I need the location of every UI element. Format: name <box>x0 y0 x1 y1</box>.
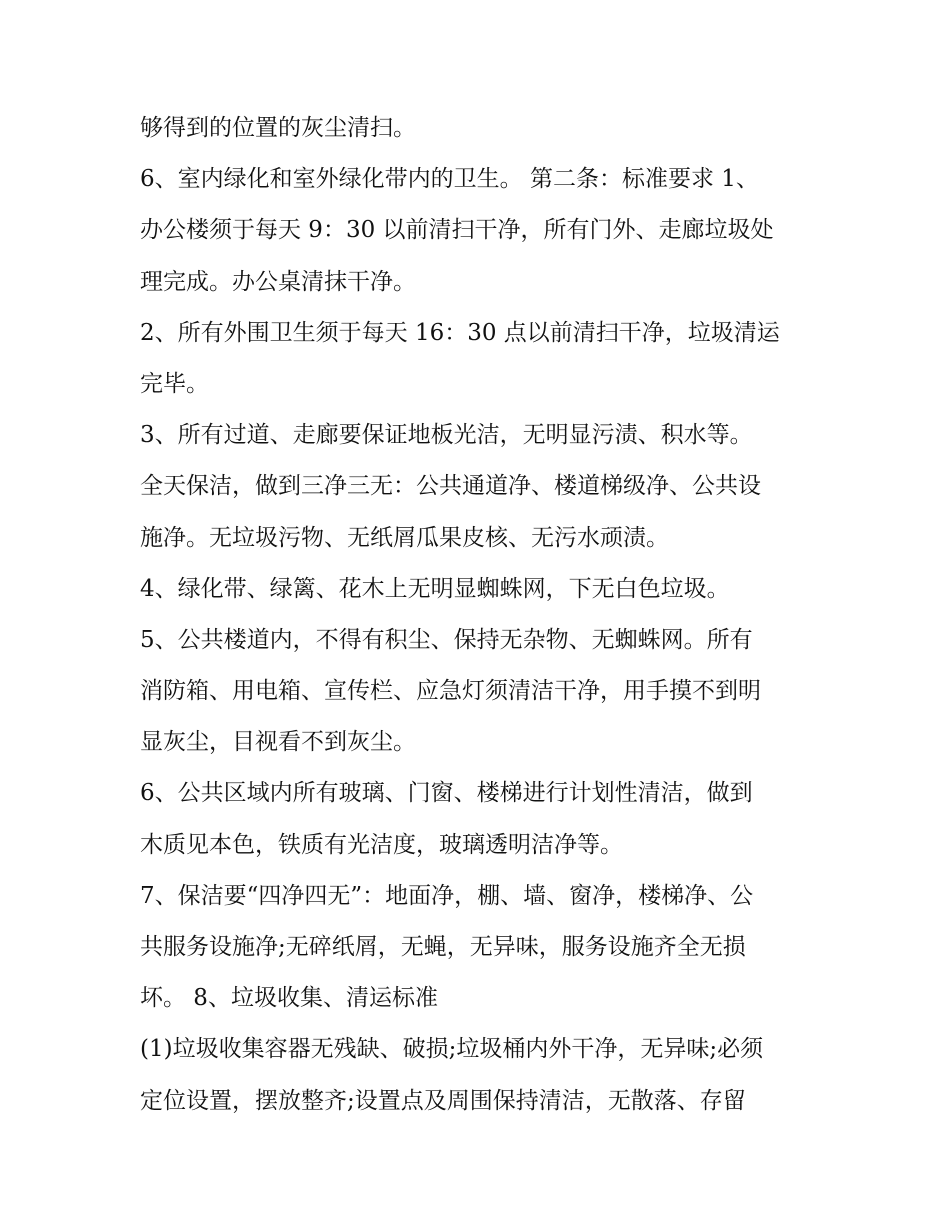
text-line: 坏。 8、垃圾收集、清运标准 <box>140 985 438 1012</box>
text-line: (1)垃圾收集容器无残缺、破损;垃圾桶内外干净，无异味;必须 <box>140 1036 764 1063</box>
text-line: 够得到的位置的灰尘清扫。 <box>140 115 416 141</box>
text-line: 6、公共区域内所有玻璃、门窗、楼梯进行计划性清洁，做到 <box>140 780 753 807</box>
text-line: 完毕。 <box>140 370 209 397</box>
text-line: 消防箱、用电箱、宣传栏、应急灯须清洁干净，用手摸不到明 <box>140 678 761 705</box>
text-line: 4、绿化带、绿篱、花木上无明显蜘蛛网，下无白色垃圾。 <box>140 575 730 602</box>
text-line: 办公楼须于每天 9：30 以前清扫干净，所有门外、走廊垃圾处 <box>140 217 774 244</box>
body-text <box>140 103 830 1127</box>
text-line: 2、所有外围卫生须于每天 16：30 点以前清扫干净，垃圾清运 <box>140 319 780 346</box>
text-line: 定位设置，摆放整齐;设置点及周围保持清洁，无散落、存留 <box>140 1087 746 1114</box>
text-line: 全天保洁，做到三净三无：公共通道净、楼道梯级净、公共设 <box>140 473 761 500</box>
text-line: 7、保洁要“四净四无”：地面净，棚、墙、窗净，楼梯净、公 <box>140 882 754 909</box>
text-line: 3、所有过道、走廊要保证地板光洁，无明显污渍、积水等。 <box>140 422 753 449</box>
text-line: 6、室内绿化和室外绿化带内的卫生。 第二条：标准要求 1、 <box>140 166 759 193</box>
text-line: 理完成。办公桌清抹干净。 <box>140 268 416 295</box>
text-line: 木质见本色，铁质有光洁度，玻璃透明洁净等。 <box>140 831 623 858</box>
text-line: 施净。无垃圾污物、无纸屑瓜果皮核、无污水顽渍。 <box>140 524 669 551</box>
text-line: 共服务设施净;无碎纸屑，无蝇，无异味，服务设施齐全无损 <box>140 934 746 960</box>
text-line: 显灰尘，目视看不到灰尘。 <box>140 729 416 756</box>
text-line: 5、公共楼道内，不得有积尘、保持无杂物、无蜘蛛网。所有 <box>140 626 753 653</box>
